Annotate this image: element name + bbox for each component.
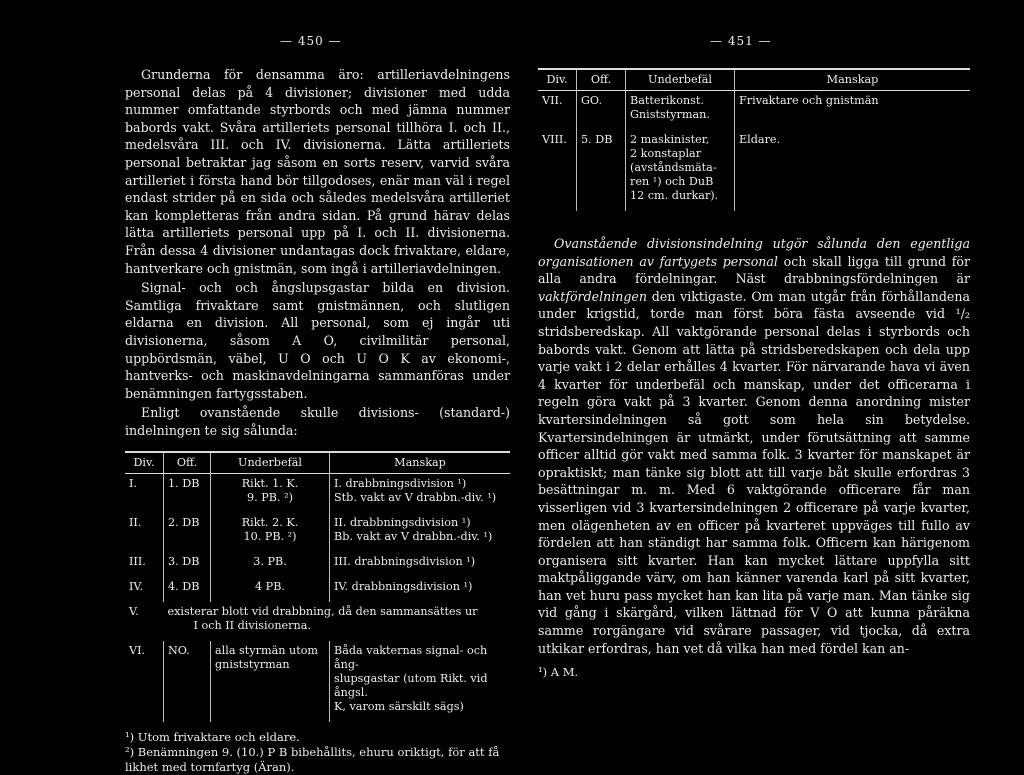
table-row: III. 3. DB 3. PB. III. drabbningsdivision ¹) <box>125 552 510 577</box>
header-underbefal: Underbefäl <box>211 452 330 474</box>
table-row: VIII. 5. DB 2 maskinister, 2 konstaplar (avståndsmäta- ren ¹) och DuB 12 cm. durkar). Eldare. <box>538 130 970 211</box>
right-page-column <box>538 68 970 680</box>
division-table-continued: Div. Off. Underbefäl Manskap VII. GO. Batterikonst. Gniststyrman. Frivaktare och gnistmän VIII. 5. DB 2 maskinister, 2 konstaplar (avståndsmäta- ren ¹) och DuB 12 cm. durkar). Eldare. <box>538 68 970 211</box>
table-row: VII. GO. Batterikonst. Gniststyrman. Frivaktare och gnistmän <box>538 91 970 131</box>
footnote: ²) Benämningen 9. (10.) P B bibehållits, ehuru oriktigt, för att få likhet med tornfartyg (Äran). <box>125 745 500 775</box>
footnote: ¹) Utom frivaktare och eldare. <box>125 730 300 745</box>
table-row: V. existerar blott vid drabbning, då den sammansättes ur I och II divisionerna. <box>129 605 478 633</box>
header-manskap: Manskap <box>330 452 511 474</box>
table-row: I. 1. DB Rikt. 1. K. 9. PB. ²) I. drabbningsdivision ¹) Stb. vakt av V drabbn.-div. ¹) <box>125 474 510 514</box>
header-off: Off. <box>164 452 211 474</box>
table-row: IV. 4. DB 4 PB. IV. drabbningsdivision ¹) <box>125 577 510 602</box>
header-div: Div. <box>125 452 164 474</box>
paragraph: Ovanstående divisionsindelning utgör sålunda den egentliga organisationen av fartygets personal och skall ligga till grund för alla andra fördelningar. Näst drabbningsfördelningen är vaktfördelningen den viktigaste. Om man utgår från förhållandena under krigstid, torde man först böra fästa avseende vid ¹/₂ stridsberedskap. All vaktgörande personal delas i styrbords och babords vakt. Genom att lätta på stridsberedskapen och dela upp varje vakt i 2 delar erhålles 4 kvarter. För närvarande hava vi även 4 kvarter för underbefäl och manskap, under det officerarna i regeln göra vakt på 3 kvarter. Genom denna anordning mister kvartersindelningen så gott som hela sin betydelse. Kvartersindelningen är utmärkt, under förutsättning att samme officer alltid gör vakt med samma folk. 3 kvarter för manskapet är opraktiskt; man tänke sig blott att till varje båt skulle erfordras 3 besättningar m. m. Med 6 vaktgörande officerare får man visserligen vid 3 kvartersindelningen 2 officerare på varje kvarter, men olägenheten av en officer på kvarteret uppväges till fullo av fördelen att han ständigt har samma folk. Officern kan härigenom organisera sitt kvarter. Han kan mycket lättare uppfylla sitt maktpåliggande värv, om han känner varenda karl på sitt kvarter, han vet huru pass mycket han kan lita på varje man. Man tänke sig vid gång i skärgård, vilken lättnad för V O att kunna påräkna samme rorgängare vid svårare passager, vid tjocka, då extra utkikar erfordras, han vet då vilka han med fördel kan an- <box>538 236 970 656</box>
left-page-column <box>125 66 510 775</box>
paragraph: Signal- och och ångslupsgastar bilda en division. Samtliga frivaktare samt gnistmännen, och slutligen eldarna en division. All personal, som ej ingår uti divisionerna, såsom A O, civilmilitär personal, uppbördsmän, väbel, U O och U O K av ekonomi-, hantverks- och maskinavdelningarna sammanföras under benämningen fartygsstaben. <box>125 280 510 401</box>
left-page-number: — 450 — <box>280 34 342 48</box>
table-row: VI. NO. alla styrmän utom gniststyrman Båda vakternas signal- och ång- slupsgastar (utom Rikt. vid ångsl. K, varom särskilt sägs) <box>125 641 510 722</box>
division-table <box>125 451 510 722</box>
paragraph: Grunderna för densamma äro: artilleriavdelningens personal delas på 4 divisioner; divisioner med udda nummer omfattande styrbords och med jämna nummer babords vakt. Svåra artilleriets personal tillhöra I. och II., medelsvåra III. och IV. divisionerna. Lätta artilleriets personal betraktar jag såsom en sorts reserv, varvid svåra artilleriet i första hand bör tillgodoses, enär man väl i regel endast strider på en sida och således medelsvåra artilleriet kan kompletteras från andra sidan. På grund härav delas lätta artilleriets personal upp på I. och II. divisionerna. Från dessa 4 divisioner undantagas dock frivaktare, eldare, hantverkare och gnistmän, som ingå i artilleriavdelningen. <box>125 67 510 276</box>
left-footnotes <box>125 730 510 775</box>
paragraph: Enligt ovanstående skulle divisions- (standard-) indelningen te sig sålunda: <box>125 405 510 438</box>
right-page-number: — 451 — <box>710 34 772 48</box>
table-row: II. 2. DB Rikt. 2. K. 10. PB. ²) II. drabbningsdivision ¹) Bb. vakt av V drabbn.-div. ¹) <box>125 513 510 552</box>
right-footnote: ¹) A M. <box>538 665 579 680</box>
